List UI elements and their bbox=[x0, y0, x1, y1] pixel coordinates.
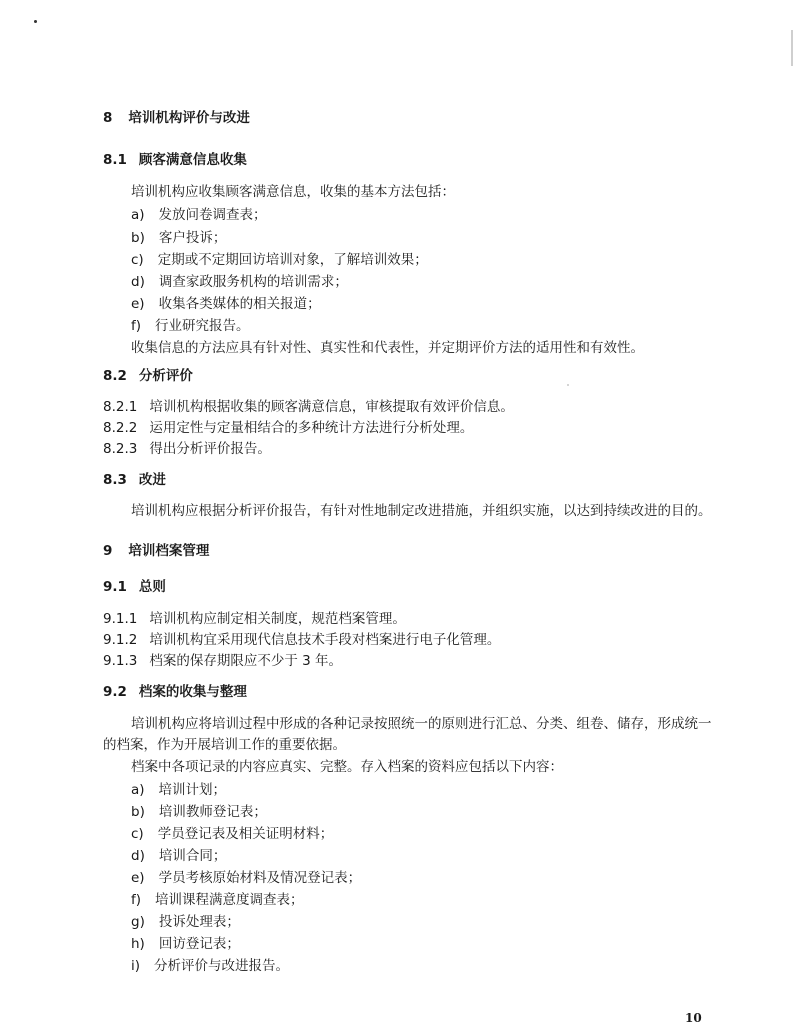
clause bbox=[103, 398, 514, 416]
list-item bbox=[131, 295, 321, 313]
list-text: 投诉处理表； bbox=[158, 914, 240, 930]
subsection-number: 9.2 bbox=[103, 684, 127, 700]
subsection-title: 顾客满意信息收集 bbox=[138, 152, 247, 168]
list-text: 学员考核原始材料及情况登记表； bbox=[158, 870, 362, 886]
list-label: h) bbox=[131, 936, 145, 952]
list-label: f) bbox=[131, 892, 142, 908]
clause-text: 得出分析评价报告。 bbox=[149, 441, 271, 457]
list-label: e) bbox=[131, 296, 145, 312]
list-text: 学员登记表及相关证明材料； bbox=[157, 826, 334, 842]
subsection-title: 档案的收集与整理 bbox=[138, 684, 247, 700]
list-item bbox=[131, 891, 304, 909]
list-item bbox=[131, 229, 226, 247]
section-number: 9 bbox=[103, 543, 113, 559]
section-9-heading bbox=[103, 542, 209, 560]
paragraph: 档案中各项记录的内容应真实、完整。存入档案的资料应包括以下内容： bbox=[131, 759, 563, 775]
scan-smudge bbox=[567, 384, 569, 386]
subsection-8-3-heading bbox=[103, 471, 166, 489]
list-text: 发放问卷调查表； bbox=[158, 207, 267, 223]
list-label: c) bbox=[131, 826, 144, 842]
clause bbox=[103, 652, 342, 670]
list-item bbox=[131, 935, 240, 953]
clause-text: 运用定性与定量相结合的多种统计方法进行分析处理。 bbox=[149, 420, 474, 436]
list-item bbox=[131, 273, 348, 291]
paragraph: 培训机构应收集顾客满意信息，收集的基本方法包括： bbox=[131, 184, 455, 200]
subsection-title: 分析评价 bbox=[138, 368, 193, 384]
list-item bbox=[131, 913, 240, 931]
subsection-number: 8.1 bbox=[103, 152, 127, 168]
list-label: b) bbox=[131, 230, 145, 246]
page-number: 10 bbox=[685, 1011, 702, 1025]
list-label: c) bbox=[131, 252, 144, 268]
clause-number: 8.2.3 bbox=[103, 441, 138, 457]
clause bbox=[103, 610, 406, 628]
scan-dot bbox=[34, 20, 37, 23]
list-item bbox=[131, 869, 361, 887]
list-item bbox=[131, 847, 226, 865]
list-text: 行业研究报告。 bbox=[155, 318, 250, 334]
list-text: 回访登记表； bbox=[158, 936, 240, 952]
subsection-8-2-heading bbox=[103, 367, 193, 385]
list-text: 培训合同； bbox=[158, 848, 227, 864]
paragraph: 培训机构应根据分析评价报告，有针对性地制定改进措施，并组织实施，以达到持续改进的目的。 bbox=[131, 503, 712, 519]
list-item bbox=[131, 803, 267, 821]
list-label: d) bbox=[131, 274, 145, 290]
section-title: 培训档案管理 bbox=[128, 543, 210, 559]
list-label: g) bbox=[131, 914, 145, 930]
list-label: a) bbox=[131, 207, 145, 223]
list-text: 培训教师登记表； bbox=[158, 804, 267, 820]
list-item bbox=[131, 781, 226, 799]
list-item bbox=[131, 317, 250, 335]
list-text: 定期或不定期回访培训对象，了解培训效果； bbox=[157, 252, 428, 268]
list-text: 调查家政服务机构的培训需求； bbox=[158, 274, 348, 290]
list-item bbox=[131, 957, 289, 975]
subsection-number: 9.1 bbox=[103, 579, 127, 595]
clause-text: 档案的保存期限应不少于 3 年。 bbox=[149, 653, 343, 669]
clause bbox=[103, 440, 271, 458]
list-text: 分析评价与改进报告。 bbox=[154, 958, 290, 974]
list-item bbox=[131, 825, 333, 843]
list-label: b) bbox=[131, 804, 145, 820]
subsection-8-1-heading bbox=[103, 151, 247, 169]
list-label: d) bbox=[131, 848, 145, 864]
list-text: 收集各类媒体的相关报道； bbox=[158, 296, 321, 312]
section-title: 培训机构评价与改进 bbox=[128, 110, 250, 126]
paragraph-line: 的档案，作为开展培训工作的重要依据。 bbox=[103, 737, 346, 753]
clause-number: 8.2.2 bbox=[103, 420, 138, 436]
clause-text: 培训机构根据收集的顾客满意信息，审核提取有效评价信息。 bbox=[149, 399, 514, 415]
section-8-heading bbox=[103, 109, 250, 127]
subsection-9-1-heading bbox=[103, 578, 166, 596]
clause-text: 培训机构应制定相关制度，规范档案管理。 bbox=[149, 611, 406, 627]
list-label: i) bbox=[131, 958, 141, 974]
list-text: 培训课程满意度调查表； bbox=[155, 892, 304, 908]
subsection-number: 8.3 bbox=[103, 472, 127, 488]
paragraph-line: 培训机构应将培训过程中形成的各种记录按照统一的原则进行汇总、分类、组卷、储存，形成统一 bbox=[131, 716, 712, 732]
list-text: 培训计划； bbox=[158, 782, 227, 798]
clause bbox=[103, 631, 500, 649]
subsection-9-2-heading bbox=[103, 683, 247, 701]
clause bbox=[103, 419, 473, 437]
list-label: e) bbox=[131, 870, 145, 886]
list-text: 客户投诉； bbox=[158, 230, 227, 246]
section-number: 8 bbox=[103, 110, 113, 126]
subsection-number: 8.2 bbox=[103, 368, 127, 384]
subsection-title: 改进 bbox=[138, 472, 166, 488]
clause-number: 9.1.2 bbox=[103, 632, 138, 648]
clause-text: 培训机构宜采用现代信息技术手段对档案进行电子化管理。 bbox=[149, 632, 501, 648]
clause-number: 8.2.1 bbox=[103, 399, 138, 415]
clause-number: 9.1.1 bbox=[103, 611, 138, 627]
list-item bbox=[131, 206, 267, 224]
paragraph: 收集信息的方法应具有针对性、真实性和代表性，并定期评价方法的适用性和有效性。 bbox=[131, 340, 644, 356]
subsection-title: 总则 bbox=[138, 579, 166, 595]
list-item bbox=[131, 251, 428, 269]
clause-number: 9.1.3 bbox=[103, 653, 138, 669]
list-label: a) bbox=[131, 782, 145, 798]
list-label: f) bbox=[131, 318, 142, 334]
